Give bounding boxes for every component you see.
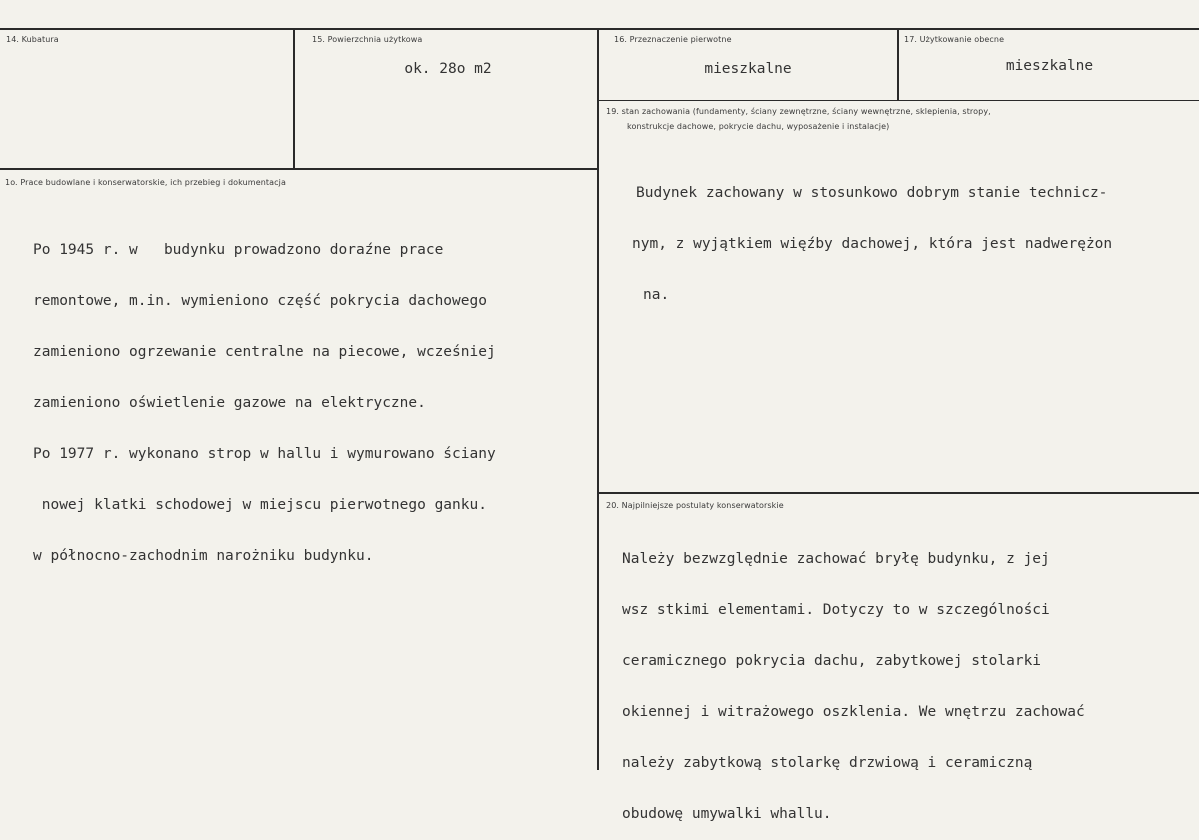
field-16-label: 16. Przeznaczenie pierwotne <box>614 35 732 44</box>
field-19-label-line2: konstrukcje dachowe, pokrycie dachu, wyposażenie i instalacje) <box>627 122 890 131</box>
field-18-line: Po 1945 r. w budynku prowadzono doraźne prace <box>33 242 444 258</box>
field-15-label: 15. Powierzchnia użytkowa <box>312 35 423 44</box>
divider-v-2 <box>597 29 599 770</box>
field-18-line: remontowe, m.in. wymieniono część pokrycia dachowego <box>33 293 487 309</box>
divider-h-right-bottom <box>598 492 1199 494</box>
divider-h-left <box>0 168 598 170</box>
field-18-line: zamieniono ogrzewanie centralne na piecowe, wcześniej <box>33 344 496 360</box>
divider-v-1 <box>293 29 295 170</box>
field-20-line: wsz stkimi elementami. Dotyczy to w szczególności <box>622 602 1050 618</box>
field-19-line: nym, z wyjątkiem więźby dachowej, która jest nadwerężon <box>632 236 1113 252</box>
field-19-line: na. <box>643 287 670 303</box>
field-17-value: mieszkalne <box>1005 58 1094 74</box>
field-20-line: obudowę umywalki whallu. <box>622 806 832 822</box>
field-18-line: Po 1977 r. wykonano strop w hallu i wymurowano ściany <box>33 446 496 462</box>
field-17-label: 17. Użytkowanie obecne <box>904 35 1005 44</box>
top-border <box>0 28 1199 30</box>
field-18-line: nowej klatki schodowej w miejscu pierwotnego ganku. <box>33 497 487 513</box>
field-19-label-line1: 19. stan zachowania (fundamenty, ściany zewnętrzne, ściany wewnętrzne, sklepienia, stropy, <box>606 107 991 116</box>
field-19-text <box>632 151 1113 321</box>
field-20-line: Należy bezwzględnie zachować bryłę budynku, z jej <box>622 551 1050 567</box>
divider-h-right-top <box>598 100 1199 101</box>
field-16-value: mieszkalne <box>704 61 792 77</box>
field-20-text <box>622 517 1085 840</box>
field-20-line: należy zabytkową stolarkę drzwiową i ceramiczną <box>622 755 1033 771</box>
field-20-line: okiennej i witrażowego oszklenia. We wnętrzu zachować <box>622 704 1085 720</box>
field-14-label: 14. Kubatura <box>6 35 59 44</box>
field-20-line: ceramicznego pokrycia dachu, zabytkowej stolarki <box>622 653 1042 669</box>
field-18-line: zamieniono oświetlenie gazowe na elektryczne. <box>33 395 426 411</box>
field-18-label: 1o. Prace budowlane i konserwatorskie, ich przebieg i dokumentacja <box>5 178 286 187</box>
field-18-line: w północno-zachodnim narożniku budynku. <box>33 548 374 564</box>
field-18-text <box>33 208 496 582</box>
field-19-line: Budynek zachowany w stosunkowo dobrym stanie technicz- <box>636 185 1108 201</box>
field-15-value: ok. 28o m2 <box>404 61 492 77</box>
divider-v-3 <box>897 29 899 101</box>
field-20-label: 20. Najpilniejsze postulaty konserwatorskie <box>606 501 784 510</box>
